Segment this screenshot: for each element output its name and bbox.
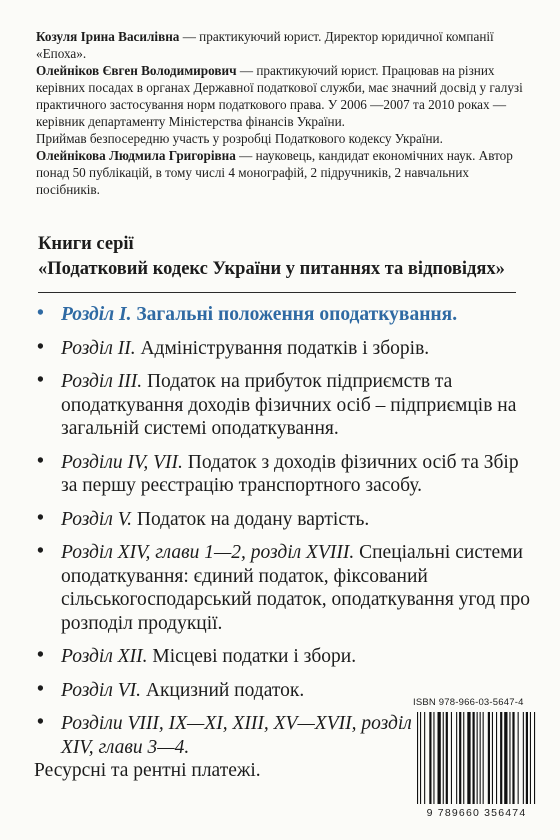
bullet-icon: •	[37, 370, 44, 391]
book-section-ref: Розділ V.	[61, 508, 132, 530]
author-bio-2	[36, 62, 536, 130]
series-divider	[38, 292, 516, 293]
bullet-icon: •	[37, 450, 44, 472]
book-section-ref: Розділи VIII, IX—XI, XIII, XV—XVII, розділ XIV, глави 3—4.	[61, 713, 412, 758]
author-bio-text-3: — науковець, кандидат економічних наук. Автор понад 50 публікацій, в тому числі 4 монографій, 2 підручників, 2 навчальних посібників.	[36, 148, 513, 197]
isbn-label: ISBN 978-966-03-5647-4	[413, 697, 524, 708]
barcode-digits: 9 789660 356474	[426, 807, 527, 819]
book-list-item-9	[34, 712, 431, 783]
book-section-ref: Розділ III.	[61, 371, 143, 392]
book-section-ref: Розділ I.	[61, 304, 132, 325]
bullet-icon: •	[37, 336, 44, 358]
series-heading-line-1: Книги серії	[38, 234, 134, 254]
book-list-item-4	[34, 451, 534, 498]
barcode-icon	[411, 710, 542, 806]
series-heading-line-2: «Податковий кодекс України у питаннях та відповідях»	[38, 259, 505, 279]
book-list-item-6	[34, 541, 534, 635]
book-list-item-1	[34, 303, 534, 327]
bullet-icon: •	[37, 678, 44, 700]
book-section-ref: Розділ VI.	[61, 679, 141, 701]
book-list-item-7	[34, 645, 534, 669]
author-bios	[36, 28, 536, 198]
book-section-title: Акцизний податок.	[141, 679, 305, 701]
book-section-trail: Ресурсні та рентні платежі.	[34, 760, 261, 781]
book-list-item-3	[34, 370, 534, 441]
book-section-ref: Розділи IV, VII.	[61, 451, 183, 473]
author-bio-1	[36, 28, 536, 62]
book-section-ref: Розділ XII.	[61, 646, 148, 667]
book-list-item-2	[34, 337, 534, 361]
book-section-title: Загальні положення оподаткування.	[131, 304, 458, 325]
author-name-2: Олейніков Євген Володимирович	[36, 63, 237, 78]
book-section-title: Податок на додану вартість.	[131, 508, 370, 530]
author-bio-3	[36, 147, 536, 198]
book-section-ref: Розділ II.	[61, 337, 136, 359]
book-section-ref: Розділ XIV, глави 1—2, розділ XVIII.	[61, 542, 355, 563]
bullet-icon: •	[37, 645, 44, 666]
book-section-title: Податок на прибуток підприємств та оподаткування доходів фізичних осіб – підприємців на загальній системі оподаткування.	[61, 371, 517, 439]
isbn-barcode	[411, 697, 542, 823]
bullet-icon: •	[37, 507, 44, 529]
author-name-3: Олейнікова Людмила Григорівна	[36, 148, 236, 163]
author-bio-text-1: — практикуючий юрист. Директор юридичної компанії «Епоха».	[36, 29, 494, 61]
author-bio-text-2: — практикуючий юрист. Працював на різних керівних посадах в органах Державної податкової служби, має значний досвід у галузі практичного застосування норм податкового права. У 2006 —2007 та 2010 роках — керівник департаменту Міністерства фінансів України.	[36, 63, 523, 129]
book-section-title: Місцеві податки і збори.	[147, 646, 357, 667]
book-section-title: Адміністрування податків і зборів.	[135, 337, 430, 359]
author-bio-2-note	[36, 130, 536, 147]
book-section-title: Податок з доходів фізичних осіб та Збір за першу реєстрацію транспортного засобу.	[61, 451, 519, 496]
book-list-item-5	[34, 508, 534, 532]
author-bio-text-2b: Приймав безпосередню участь у розробці Податкового кодексу України.	[36, 131, 443, 146]
bullet-icon: •	[37, 541, 44, 562]
bullet-icon: •	[37, 303, 44, 324]
series-heading	[38, 232, 528, 282]
book-section-title: Спеціальні системи оподаткування: єдиний податок, фіксований сільськогосподарський податок, оподаткування угод про розподіл продукції.	[61, 542, 530, 634]
bullet-icon: •	[37, 712, 44, 733]
author-name-1: Козуля Ірина Василівна	[36, 29, 180, 44]
